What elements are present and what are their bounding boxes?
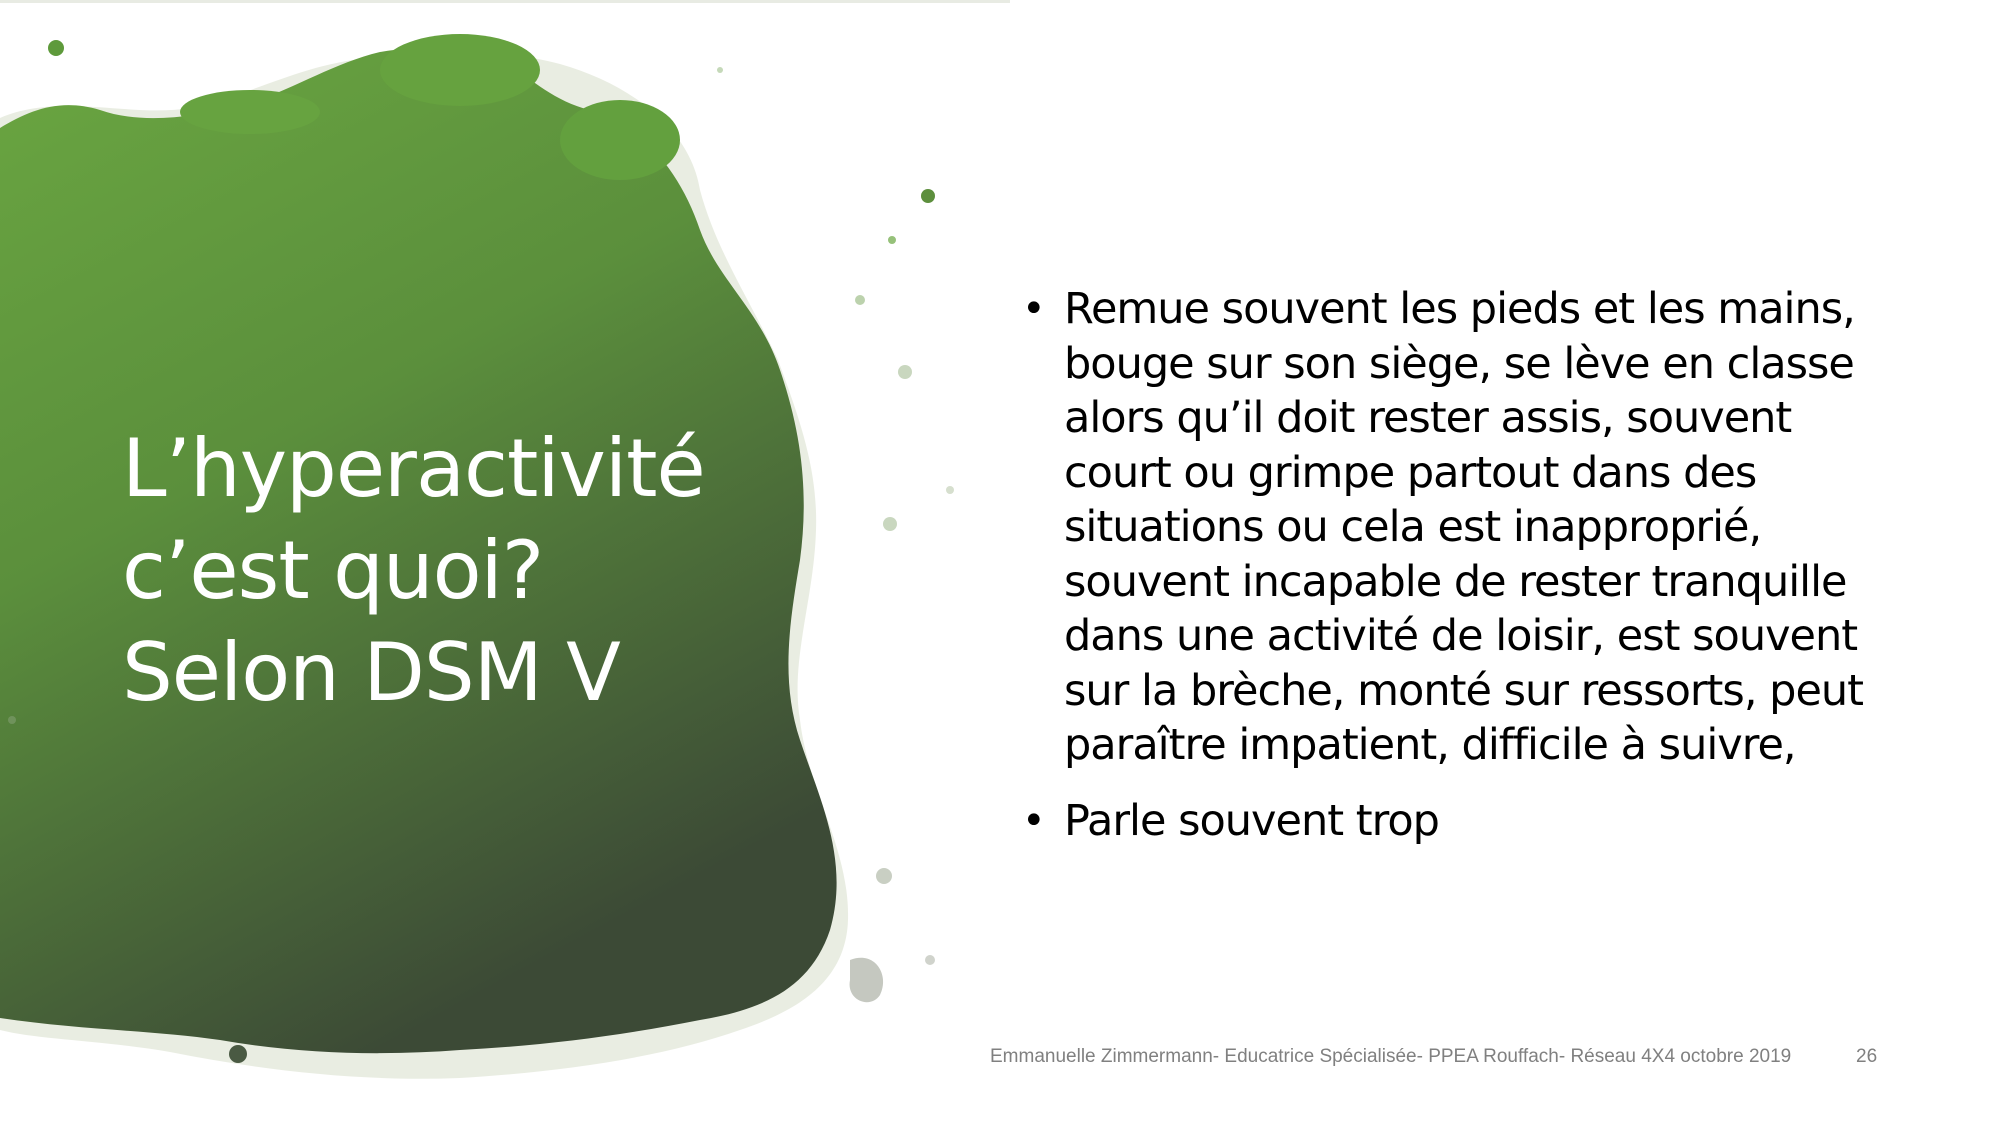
slide-footer: Emmanuelle Zimmermann- Educatrice Spécialisée- PPEA Rouffach- Réseau 4X4 octobre 2019	[990, 1046, 1792, 1067]
bullet-line: Remue souvent les pieds et les mains,	[1064, 284, 1855, 334]
bullet-line: paraître impatient, difficile à suivre,	[1064, 720, 1796, 770]
title-line: c’est quoi?	[122, 524, 544, 617]
title-line: Selon DSM V	[122, 626, 620, 719]
bullet-line: bouge sur son siège, se lève en classe	[1064, 338, 1854, 389]
bullet-line: dans une activité de loisir, est souvent	[1064, 611, 1858, 661]
bullet-line: situations ou cela est inapproprié,	[1064, 502, 1762, 552]
bullet-icon: •	[1022, 286, 1045, 332]
bullet-line: sur la brèche, monté sur ressorts, peut	[1064, 665, 1864, 716]
bullet-line: Parle souvent trop	[1064, 795, 1439, 846]
bullet-icon: •	[1022, 797, 1045, 844]
bullet-line: alors qu’il doit rester assis, souvent	[1064, 393, 1792, 443]
bullet-item	[1022, 282, 1922, 773]
bullet-item	[1022, 794, 1922, 849]
page-number: 26	[1856, 1046, 1878, 1067]
title-line: L’hyperactivité	[122, 422, 705, 515]
slide-title	[122, 418, 742, 724]
bullet-line: souvent incapable de rester tranquille	[1064, 556, 1847, 607]
bullet-line: court ou grimpe partout dans des	[1064, 447, 1757, 498]
bullet-list	[1022, 282, 1922, 869]
